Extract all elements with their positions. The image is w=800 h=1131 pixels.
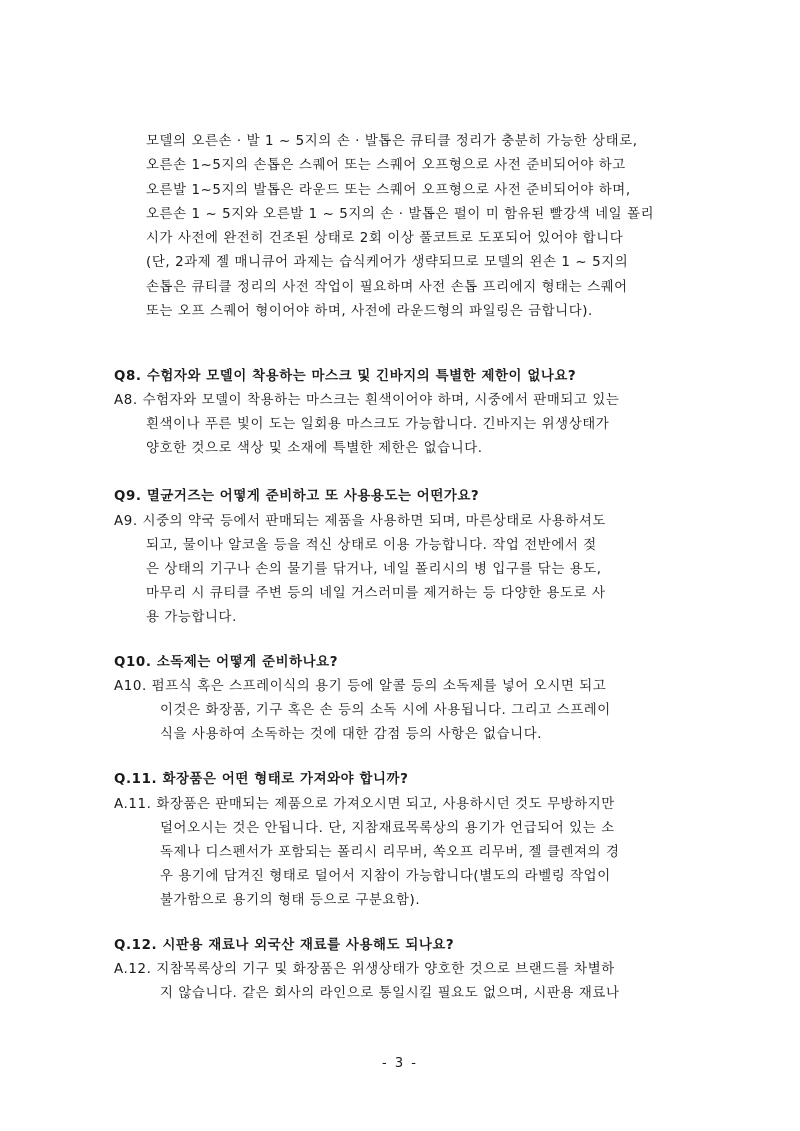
answer-line: 마무리 시 큐티클 주변 등의 네일 거스러미를 제거하는 등 다양한 용도로 사 — [146, 586, 606, 601]
answer-line: 우 용기에 담겨진 형태로 덜어서 지참이 가능합니다(별도의 라벨링 작업이 — [160, 869, 611, 884]
answer-line: 식을 사용하여 소독하는 것에 대한 감점 등의 사항은 없습니다. — [160, 727, 543, 742]
answer-line: 흰색이나 푸른 빛이 도는 일회용 마스크도 가능합니다. 긴바지는 위생상태가 — [146, 417, 610, 432]
question-heading: Q.11. 화장품은 어떤 형태로 가져와야 합니까? — [114, 772, 409, 787]
intro-line: 오른손 1 ~ 5지와 오른발 1 ~ 5지의 손 · 발톱은 펄이 미 함유된 빨강색 네일 폴리 — [146, 207, 655, 222]
intro-line: 시가 사전에 완전히 건조된 상태로 2회 이상 풀코트로 도포되어 있어야 합니다 — [146, 231, 624, 246]
answer-line: A.11. 화장품은 판매되는 제품으로 가져오시면 되고, 사용하시던 것도 무방하지만 — [114, 797, 615, 812]
question-heading: Q8. 수험자와 모델이 착용하는 마스크 및 긴바지의 특별한 제한이 없나요? — [114, 369, 577, 384]
intro-line: 모델의 오른손 · 발 1 ~ 5지의 손 · 발톱은 큐티클 정리가 충분히 가능한 상태로, — [146, 134, 638, 149]
answer-line: 불가함으로 용기의 형태 등으로 구분요함). — [160, 893, 421, 908]
intro-line: 오른손 1~5지의 손톱은 스퀘어 또는 스퀘어 오프형으로 사전 준비되어야 하고 — [146, 158, 626, 173]
intro-line: 오른발 1~5지의 발톱은 라운드 또는 스퀘어 오프형으로 사전 준비되어야 하며, — [146, 183, 631, 198]
question-heading: Q9. 멸균거즈는 어떻게 준비하고 또 사용용도는 어떤가요? — [114, 489, 480, 504]
answer-line: 독제나 디스펜서가 포함되는 폴리시 리무버, 쏙오프 리무버, 젤 클렌져의 경 — [160, 845, 620, 860]
page-number: - 3 - — [382, 1056, 418, 1071]
intro-line: 손톱은 큐티클 정리의 사전 작업이 필요하며 사전 손톱 프리에지 형태는 스퀘어 — [146, 280, 628, 295]
answer-line: A.12. 지참목록상의 기구 및 화장품은 위생상태가 양호한 것으로 브랜드를 차별하 — [114, 962, 615, 977]
answer-line: 양호한 것으로 색상 및 소재에 특별한 제한은 없습니다. — [146, 441, 483, 456]
answer-line: 은 상태의 기구나 손의 물기를 닦거나, 네일 폴리시의 병 입구를 닦는 용도, — [146, 562, 602, 577]
intro-line: 또는 오프 스퀘어 형이어야 하며, 사전에 라운드형의 파일링은 금합니다). — [146, 304, 593, 319]
answer-line: 되고, 물이나 알코올 등을 적신 상태로 이용 가능합니다. 작업 전반에서 젖 — [146, 538, 597, 553]
answer-line: A8. 수험자와 모델이 착용하는 마스크는 흰색이어야 하며, 시중에서 판매되고 있는 — [114, 393, 620, 408]
question-heading: Q10. 소독제는 어떻게 준비하나요? — [114, 655, 339, 670]
question-heading: Q.12. 시판용 재료나 외국산 재료를 사용해도 되나요? — [114, 938, 455, 953]
answer-line: A9. 시중의 약국 등에서 판매되는 제품을 사용하면 되며, 마른상태로 사용하셔도 — [114, 514, 606, 529]
answer-line: 지 않습니다. 같은 회사의 라인으로 통일시킬 필요도 없으며, 시판용 재료나 — [160, 986, 620, 1001]
answer-line: A10. 펌프식 혹은 스프레이식의 용기 등에 알콜 등의 소독제를 넣어 오시면 되고 — [114, 679, 607, 694]
intro-line: (단, 2과제 젤 매니큐어 과제는 습식케어가 생략되므로 모델의 왼손 1 ~ 5지의 — [146, 255, 629, 270]
answer-line: 덜어오시는 것은 안됩니다. 단, 지참재료목록상의 용기가 언급되어 있는 소 — [160, 821, 615, 836]
answer-line: 용 가능합니다. — [146, 610, 237, 625]
answer-line: 이것은 화장품, 기구 혹은 손 등의 소독 시에 사용됩니다. 그리고 스프레이 — [160, 703, 611, 718]
